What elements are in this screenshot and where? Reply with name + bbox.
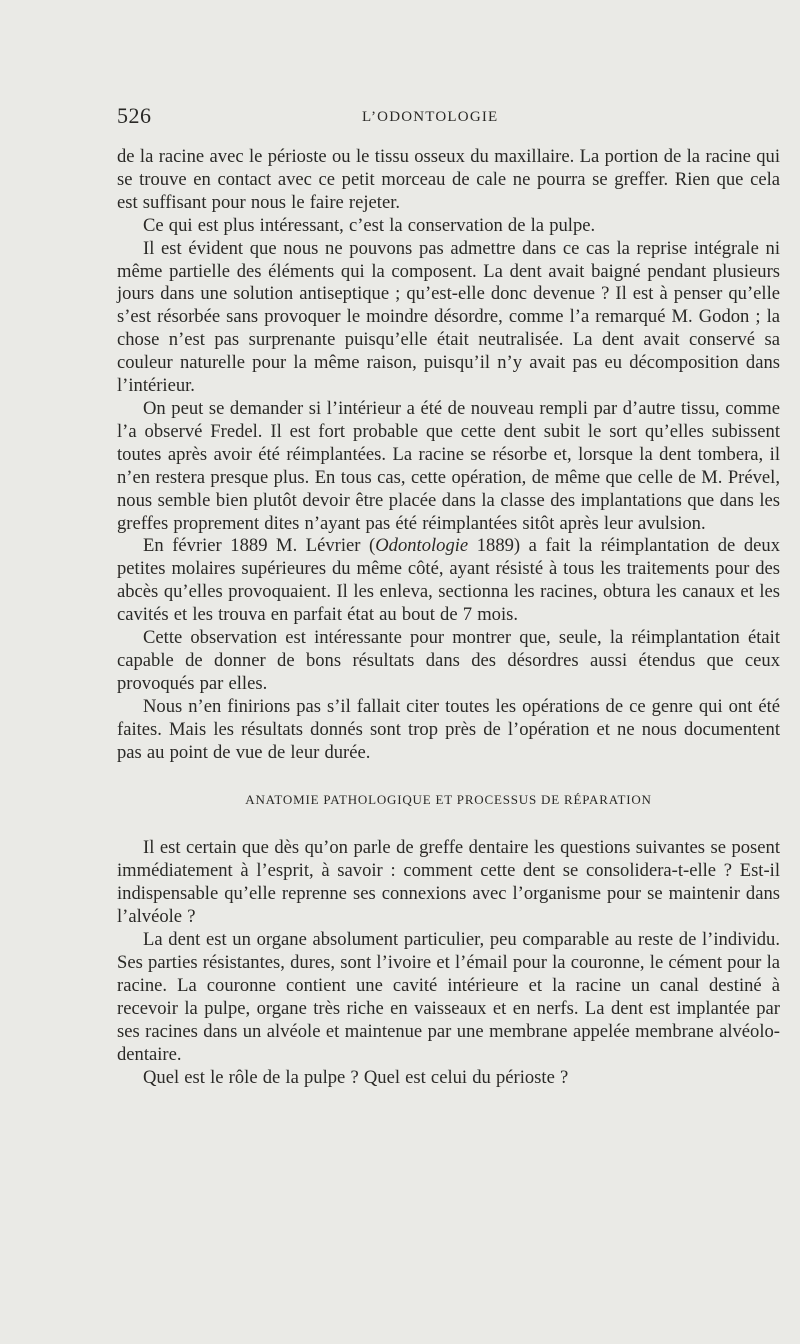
paragraph-fredel: On peut se demander si l’intérieur a été de nouveau rempli par d’autre tissu, comme l’a observé Fredel. Il est fort probable que cette dent subit le sort qu’elles subissent toutes après avoir été réimplantées. La racine se résorbe et, lorsque la dent tombera, il n’en restera presque plus. En tous cas, cette opération, de même que celle de M. Prével, nous semble bien plutôt devoir être placée dans la classe des implantations que dans les greffes proprement dites n’ayant pas été réimplantées sitôt après leur avulsion. — [117, 397, 780, 534]
paragraph-continuation: de la racine avec le périoste ou le tissu osseux du maxillaire. La portion de la racine qui se trouve en contact avec ce petit morceau de cale ne pourra se greffer. Rien que cela est suffisant pour nous le faire rejeter. — [117, 146, 780, 213]
journal-title: Odontologie — [375, 535, 469, 557]
body-text — [117, 146, 780, 1089]
page-header — [117, 103, 780, 133]
paragraph-levrier — [117, 535, 780, 627]
paragraph-questions: Il est certain que dès qu’on parle de greffe dentaire les questions suivantes se posent immédiatement à l’esprit, à savoir : comment cette dent se consolidera-t-elle ? Est-il indispensable qu’elle reprenne ses connexions avec l’organisme pour se maintenir dans l’alvéole ? — [117, 837, 780, 928]
page-number: 526 — [117, 103, 152, 128]
paragraph-observation: Cette observation est intéressante pour montrer que, seule, la réimplantation était capable de donner de bons résultats dans des désordres aussi étendus que ceux provoqués par elles. — [117, 627, 780, 694]
paragraph-levrier-after: 1889) a fait la réimplantation de deux petites molaires supérieures du même côté, ayant résisté à tous les traitements pour des abcès qu’elles provoquaient. Il les enleva, sectionna les racines, obtura les canaux et les cavités et les trouva en parfait état au bout de 7 mois. — [117, 535, 780, 626]
paragraph-operations: Nous n’en finirions pas s’il fallait citer toutes les opérations de ce genre qui ont été faites. Mais les résultats donnés sont trop près de l’opération et ne nous documentent pas au point de vue de leur durée. — [117, 695, 780, 763]
paragraph-role-question: Quel est le rôle de la pulpe ? Quel est celui du périoste ? — [143, 1066, 569, 1088]
running-title: L’ODONTOLOGIE — [362, 109, 499, 125]
paragraph-pulp-conservation: Ce qui est plus intéressant, c’est la conservation de la pulpe. — [143, 214, 596, 236]
paragraph-tooth-organ: La dent est un organe absolument particulier, peu comparable au reste de l’individu. Ses parties résistantes, dures, sont l’ivoire et l’émail pour la couronne, le cément pour la racine. La couronne contient une cavité intérieure et la racine un canal destiné à recevoir la pulpe, organe très riche en vaisseaux et en nerfs. La dent est implantée par ses racines dans un alvéole et maintenue par une membrane appelée membrane alvéolo-dentaire. — [117, 929, 780, 1065]
section-heading: ANATOMIE PATHOLOGIQUE ET PROCESSUS DE RÉPARATION — [245, 792, 652, 808]
paragraph-antiseptic: Il est évident que nous ne pouvons pas admettre dans ce cas la reprise intégrale ni même partielle des éléments qui la composent. La dent avait baigné pendant plusieurs jours dans une solution antiseptique ; qu’est-elle donc devenue ? Il est à penser qu’elle s’est résorbée sans provoquer le moindre désordre, comme l’a remarqué M. Godon ; la chose n’est pas surprenante puisqu’elle était neutralisée. La dent avait conservé sa couleur naturelle pour la même raison, puisqu’il n’y avait pas eu décomposition dans l’intérieur. — [117, 237, 780, 397]
paragraph-levrier-before: En février 1889 M. Lévrier ( — [143, 535, 376, 557]
